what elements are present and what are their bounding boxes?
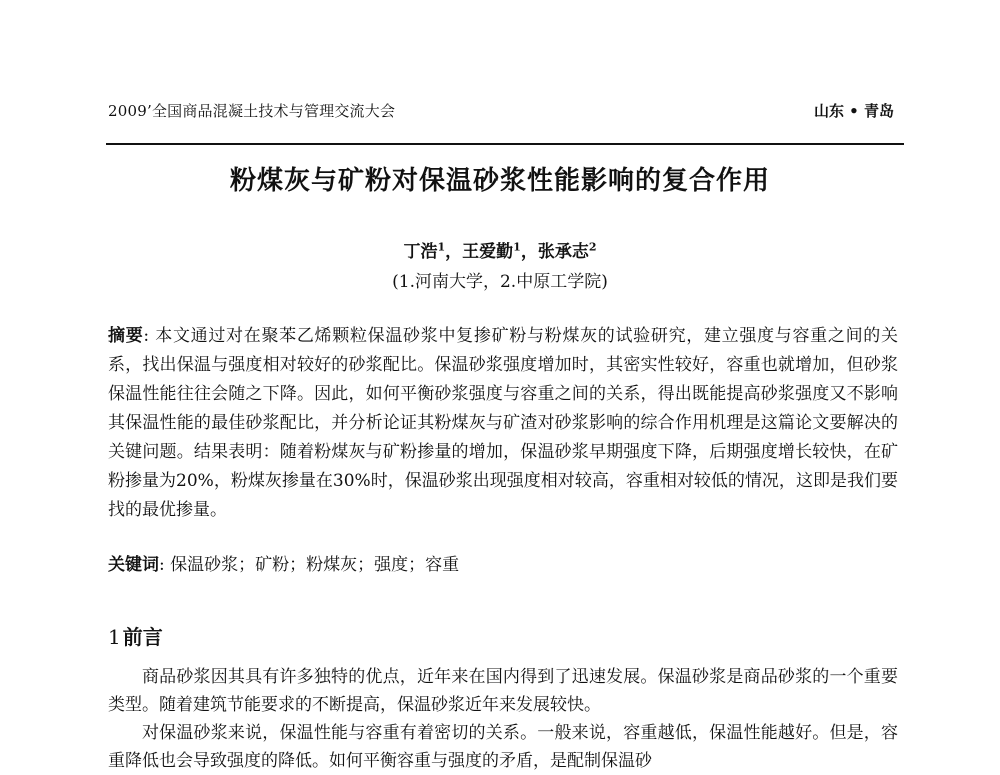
section-heading [108, 621, 163, 650]
author-separator: ， [520, 242, 538, 262]
section-body [108, 663, 898, 775]
keywords-label: 关键词 [108, 555, 159, 575]
author-separator: ， [445, 242, 463, 262]
header-rule [106, 143, 904, 145]
author-affiliation-mark: 2 [588, 240, 597, 254]
author-affiliation-mark: 1 [513, 240, 521, 254]
author-affiliation-mark: 1 [437, 240, 446, 254]
section-number: 1 [108, 625, 121, 649]
running-header [108, 100, 898, 126]
abstract [108, 322, 898, 525]
conference-location: 山东 • 青岛 [813, 102, 894, 120]
body-paragraph: 商品砂浆因其具有许多独特的优点，近年来在国内得到了迅速发展。保温砂浆是商品砂浆的一个重要类型。随着建筑节能要求的不断提高，保温砂浆近年来发展较快。 [108, 667, 898, 715]
section-title: 前言 [122, 625, 163, 649]
author-name: 张承志 [537, 242, 589, 262]
keywords [108, 553, 898, 577]
author-name: 丁浩 [403, 242, 438, 262]
author-list [0, 237, 1000, 262]
body-paragraph: 对保温砂浆来说，保温性能与容重有着密切的关系。一般来说，容重越低，保温性能越好。但是，容重降低也会导致强度的降低。如何平衡容重与强度的矛盾，是配制保温砂 [108, 723, 898, 771]
author-name: 王爱勤 [462, 242, 514, 262]
abstract-text: : 本文通过对在聚苯乙烯颗粒保温砂浆中复掺矿粉与粉煤灰的试验研究，建立强度与容重之间的关系，找出保温与强度相对较好的砂浆配比。保温砂浆强度增加时，其密实性较好，容重也就增加，但砂浆保温性能往往会随之下降。因此，如何平衡砂浆强度与容重之间的关系，得出既能提高砂浆强度又不影响其保温性能的最佳砂浆配比，并分析论证其粉煤灰与矿渣对砂浆影响的综合作用机理是这篇论文要解决的关键问题。结果表明：随着粉煤灰与矿粉掺量的增加，保温砂浆早期强度下降，后期强度增长较快，在矿粉掺量为20%，粉煤灰掺量在30%时，保温砂浆出现强度相对较高，容重相对较低的情况，这即是我们要找的最优掺量。 [108, 326, 898, 520]
paper-title: 粉煤灰与矿粉对保温砂浆性能影响的复合作用 [229, 166, 770, 196]
conference-name: 2009’全国商品混凝土技术与管理交流大会 [108, 102, 396, 120]
abstract-label: 摘要 [108, 326, 144, 346]
keywords-text: : 保温砂浆；矿粉；粉煤灰；强度；容重 [159, 555, 460, 575]
affiliation: (1.河南大学，2.中原工学院) [392, 272, 608, 292]
